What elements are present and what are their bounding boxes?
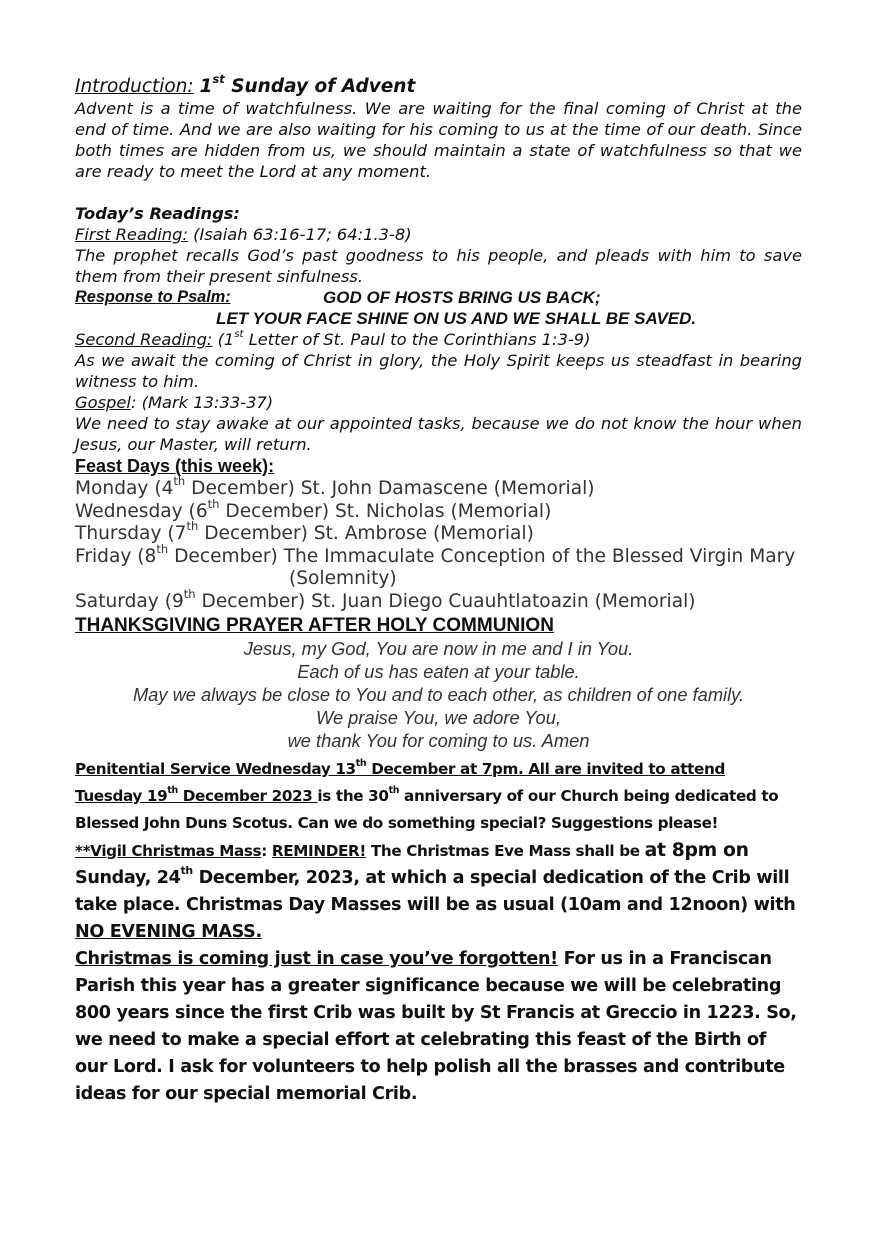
vigil-on: on <box>716 839 749 861</box>
feast-item-thursday <box>75 519 802 546</box>
feast-wednesday-post: December) St. Nicholas (Memorial) <box>219 500 552 522</box>
second-reading-text: As we await the coming of Christ in glory, the Holy Spirit keeps us steadfast in bearing witness to him. <box>75 351 802 391</box>
psalm-label: Response to Psalm: <box>75 288 231 306</box>
vigil-text-b: December, 2023, at which a special dedication of the Crib will take place. Christmas Day Masses will be as usual (10am and 12noon) with <box>75 867 796 915</box>
prayer-line: Jesus, my God, You are now in me and I in You. <box>243 637 634 659</box>
feast-saturday-sup: th <box>183 587 196 602</box>
psalm-response-line-1: GOD OF HOSTS BRING US BACK; <box>323 288 601 307</box>
feast-thursday-sup: th <box>186 519 199 534</box>
second-reading-ref-b: Letter of St. Paul to the Corinthians 1:3-9) <box>243 330 591 349</box>
no-evening-mass: NO EVENING MASS. <box>75 921 262 942</box>
second-reading-label: Second Reading: <box>75 330 213 349</box>
vigil-date-a: Sunday, 24 <box>75 867 181 888</box>
feast-wednesday-pre: Wednesday (6 <box>75 500 208 522</box>
vigil-time: at 8pm <box>644 839 717 861</box>
feast-item-friday-cont: (Solemnity) <box>289 568 397 590</box>
vigil-colon: : <box>261 841 272 860</box>
vigil-date-sup: th <box>180 864 193 878</box>
feast-saturday-post: December) St. Juan Diego Cuauhtlatoazin (Memorial) <box>195 590 696 612</box>
feast-days-heading: Feast Days (this week): <box>75 456 275 476</box>
psalm-response-line-2: LET YOUR FACE SHINE ON US AND WE SHALL BE SAVED. <box>216 309 697 328</box>
prayer-line: Each of us has eaten at your table. <box>297 660 580 682</box>
vigil-text-a: The Christmas Eve Mass shall be <box>365 841 645 860</box>
feast-friday-pre: Friday (8 <box>75 545 157 567</box>
feast-friday-sup: th <box>156 541 169 556</box>
anniv-text-sup: th <box>388 785 400 797</box>
first-reading-label: First Reading: <box>75 225 188 244</box>
anniv-date-sup: th <box>167 785 178 797</box>
vigil-reminder: REMINDER! <box>271 841 366 860</box>
feast-monday-pre: Monday (4 <box>75 478 174 499</box>
feast-wednesday-sup: th <box>207 496 220 511</box>
intro-title-sup: st <box>212 72 225 87</box>
anniv-date-b: December 2023 <box>177 786 318 805</box>
intro-title-num: 1 <box>199 76 213 97</box>
second-reading-line <box>75 329 802 350</box>
feast-thursday-pre: Thursday (7 <box>75 523 187 545</box>
intro-label: Introduction: <box>75 76 194 97</box>
gospel-label: Gospel <box>75 393 131 412</box>
intro-text: Advent is a time of watchfulness. We are waiting for the final coming of Christ at the end of time. And we are also waiting for his coming to us at the time of our death. Since both times are hidden from us, we should maintain a state of watchfulness so that we are ready to meet the Lord at any moment. <box>75 99 802 181</box>
prayer-line: we thank You for coming to us. Amen <box>287 729 590 751</box>
gospel-text: We need to stay awake at our appointed tasks, because we do not know the hour when Jesus, our Master, will return. <box>75 414 802 454</box>
first-reading-text: The prophet recalls God’s past goodness to his people, and pleads with him to save them from their present sinfulness. <box>75 246 802 286</box>
anniversary-notice <box>75 783 802 837</box>
penitential-a: Penitential Service Wednesday 13 <box>75 759 356 778</box>
prayer-heading: THANKSGIVING PRAYER AFTER HOLY COMMUNION <box>75 614 554 636</box>
feast-item-friday <box>75 541 802 569</box>
gospel-line <box>75 392 802 413</box>
anniv-text-b: anniversary of our Church being dedicated to Blessed John Duns Scotus. Can we do something special? Suggestions please! <box>75 786 779 832</box>
feast-item-saturday <box>75 587 802 614</box>
feast-saturday-pre: Saturday (9 <box>75 590 184 612</box>
first-reading-line <box>75 224 802 245</box>
anniv-text-a: is the 30 <box>317 786 389 805</box>
feast-friday-post: December) The Immaculate Conception of the Blessed Virgin Mary <box>168 545 796 567</box>
first-reading-ref: (Isaiah 63:16-17; 64:1.3-8) <box>187 225 412 244</box>
vigil-mass-notice <box>75 837 802 946</box>
prayer-line: We praise You, we adore You, <box>316 706 561 728</box>
prayer-line: May we always be close to You and to each other, as children of one family. <box>132 683 745 705</box>
intro-title-rest: Sunday of Advent <box>224 76 416 97</box>
christmas-text: For us in a Franciscan Parish this year has a greater significance because we will be celebrating 800 years since the first Crib was built by St Francis at Greccio in 1223. So, we need to make a special effort at celebrating this feast of the Birth of our Lord. I ask for volunteers to help polish all the brasses and contribute ideas for our special memorial Crib. <box>75 948 797 1104</box>
intro-heading <box>75 72 802 98</box>
anniv-date-a: Tuesday 19 <box>75 786 168 805</box>
penitential-b: December at 7pm. All are invited to attend <box>366 759 725 778</box>
feast-monday-sup: th <box>173 474 186 489</box>
gospel-ref: : (Mark 13:33-37) <box>130 393 274 412</box>
second-reading-ref-sup: st <box>234 329 244 341</box>
penitential-sup: th <box>355 758 367 770</box>
newsletter-page <box>75 72 802 1108</box>
feast-monday-post: December) St. John Damascene (Memorial) <box>185 478 595 499</box>
christmas-notice <box>75 946 802 1108</box>
vigil-label: **Vigil Christmas Mass <box>75 841 262 860</box>
feast-thursday-post: December) St. Ambrose (Memorial) <box>198 523 534 545</box>
feast-item-wednesday <box>75 496 802 524</box>
feast-item-monday <box>75 474 802 501</box>
psalm-row <box>75 287 802 308</box>
readings-heading: Today’s Readings: <box>75 204 240 223</box>
penitential-service-notice <box>75 756 802 783</box>
second-reading-ref-a: (1 <box>212 330 235 349</box>
christmas-label: Christmas is coming just in case you’ve forgotten! <box>75 948 558 969</box>
